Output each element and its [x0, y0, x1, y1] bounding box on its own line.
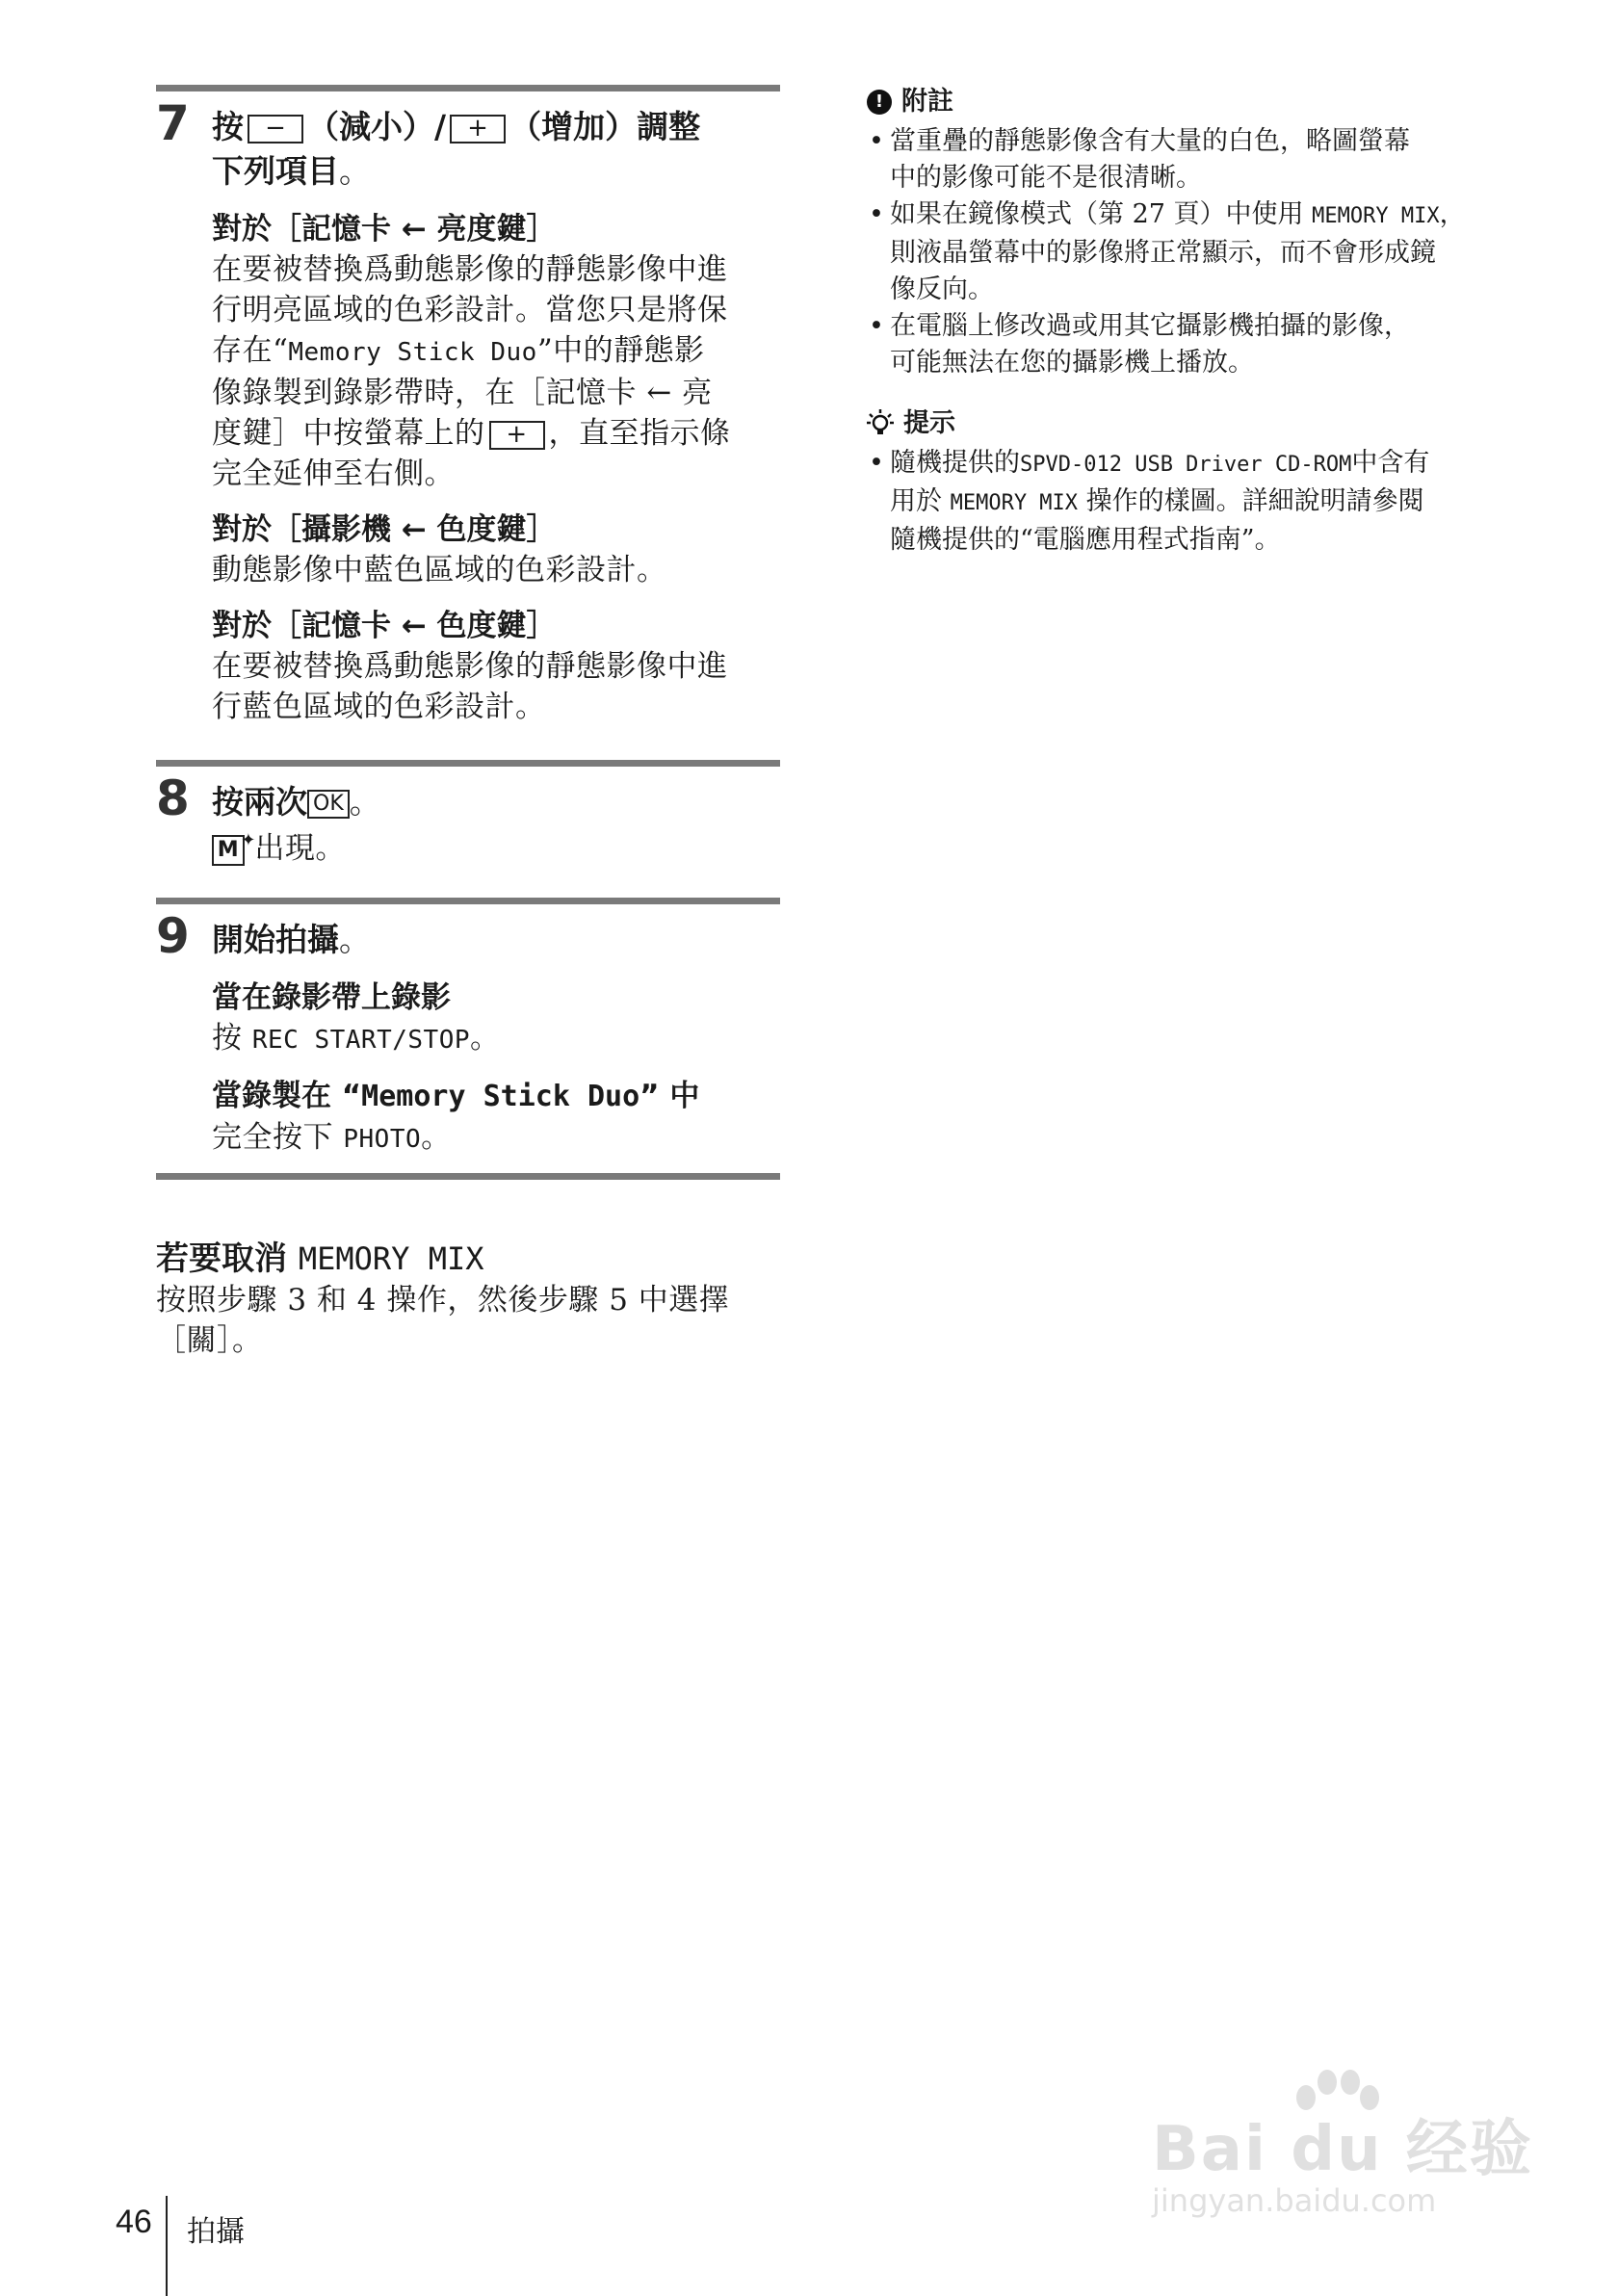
tips-heading: 提示: [867, 406, 1502, 441]
plus-button-icon: +: [450, 115, 506, 144]
list-item: • 隨機提供的SPVD-012 USB Driver CD-ROM中含有 用於 MEMORY MIX 操作的樣圖。詳細說明請參閱 隨機提供的“電腦應用程式指南”。: [867, 445, 1502, 559]
plus-button-icon: +: [489, 421, 545, 450]
cancel-section: [156, 1238, 780, 1361]
sub-heading: 當錄製在 “Memory Stick Duo” 中: [212, 1079, 700, 1113]
note-icon: !: [867, 90, 892, 115]
step-number: 7: [156, 95, 190, 151]
step-number: 9: [156, 908, 190, 964]
memory-mix-icon: M ✦: [212, 835, 245, 866]
step-title: 開始拍攝。: [212, 921, 371, 958]
paragraph: 完全按下 PHOTO。: [212, 1120, 452, 1155]
paragraph: 在要被替換爲動態影像的靜態影像中進 行藍色區域的色彩設計。: [212, 649, 728, 724]
step-number: 8: [156, 770, 190, 826]
sub-heading: 當在錄影帶上錄影: [212, 980, 451, 1015]
list-item: • 當重疊的靜態影像含有大量的白色，略圖螢幕 中的影像可能不是很清晰。: [867, 123, 1502, 196]
list-item: • 如果在鏡像模式（第 27 頁）中使用 MEMORY MIX， 則液晶螢幕中的影像將正常顯示，而不會形成鏡 像反向。: [867, 196, 1502, 308]
sub-heading: 對於［記憶卡 ← 色度鍵］: [212, 609, 557, 643]
paragraph: 在要被替換爲動態影像的靜態影像中進 行明亮區域的色彩設計。當您只是將保 存在“Memory Stick Duo”中的靜態影 像錄製到錄影帶時，在［記憶卡 ← 亮 度鍵］中按螢幕上的 + ，直至指示條 完全延伸至右側。: [212, 252, 731, 491]
step-8: [156, 767, 780, 869]
notes-heading: ! 附註: [867, 85, 1502, 119]
tips-list: [867, 445, 1502, 559]
list-item: • 在電腦上修改過或用其它攝影機拍攝的影像， 可能無法在您的攝影機上播放。: [867, 308, 1502, 381]
footer-section-label: 拍攝: [187, 2215, 245, 2249]
footer-divider: [166, 2196, 168, 2296]
paragraph: 動態影像中藍色區域的色彩設計。: [212, 553, 667, 587]
step-title: 按 − （減小）/ + （增加）調整 下列項目。: [212, 108, 701, 190]
lightbulb-icon: [867, 408, 894, 439]
step-7: [156, 91, 780, 727]
paragraph: 按 REC START/STOP。: [212, 1021, 501, 1056]
step-title: 按兩次 OK 。: [212, 783, 381, 821]
section-divider: [156, 1173, 780, 1180]
sub-heading: 對於［攝影機 ← 色度鍵］: [212, 512, 557, 547]
section-divider: [156, 760, 780, 767]
notes-list: [867, 123, 1502, 381]
section-divider: [156, 898, 780, 904]
sub-heading: 對於［記憶卡 ← 亮度鍵］: [212, 212, 557, 247]
section-heading: 若要取消 MEMORY MIX: [156, 1239, 484, 1278]
section-divider: [156, 85, 780, 91]
step-9: [156, 904, 780, 1160]
baidu-watermark: [1152, 2061, 1537, 2254]
right-column: [867, 85, 1502, 559]
left-column: [156, 85, 780, 1361]
ok-button-icon: OK: [307, 790, 350, 819]
minus-button-icon: −: [248, 115, 303, 144]
watermark-logo-text: Bai du 经验: [1152, 2114, 1533, 2185]
paragraph: 按照步驟 3 和 4 操作，然後步驟 5 中選擇 ［關］。: [156, 1283, 730, 1358]
page-number: 46: [116, 2204, 152, 2240]
watermark-url: jingyan.baidu.com: [1152, 2182, 1437, 2219]
paragraph: M ✦ 出現。: [212, 828, 780, 869]
